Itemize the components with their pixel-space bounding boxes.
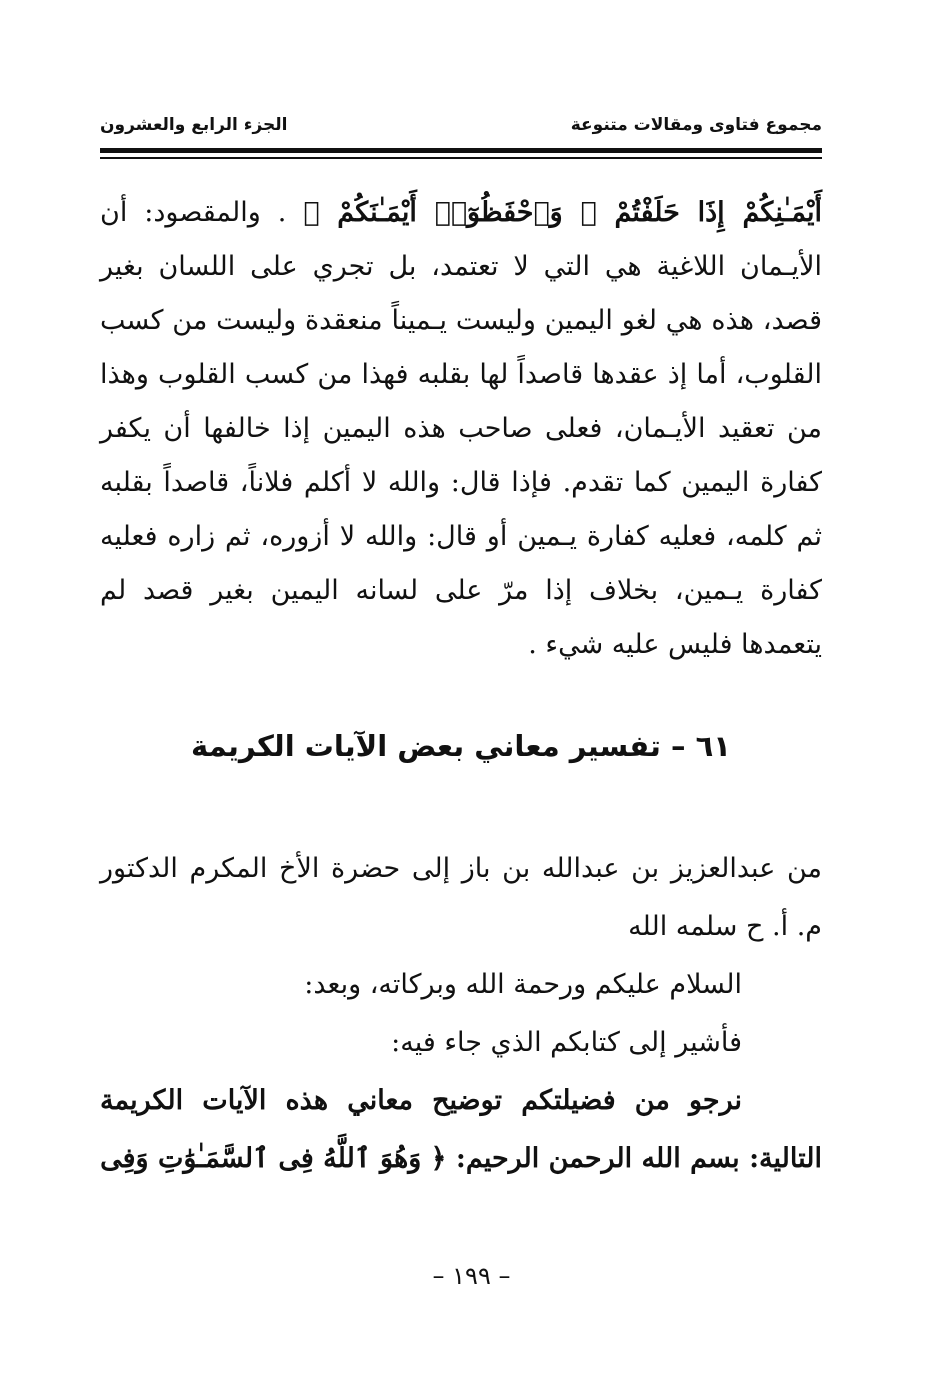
letter-block (100, 840, 822, 1188)
header-rule-thick (100, 148, 822, 153)
letter-greeting: السلام عليكم ورحمة الله وبركاته، وبعد: (304, 969, 742, 1000)
book-title: مجموع فتاوى ومقالات متنوعة (570, 115, 822, 135)
volume-label: الجزء الرابع والعشرون (100, 115, 288, 135)
running-header (100, 108, 822, 142)
letter-question: نرجو من فضيلتكم توضيح معاني هذه الآيات الكريمة التالية: بسم الله الرحمن الرحيم: ﴿ وَهُوَ ٱللَّهُ فِى ٱلسَّمَـٰوَٰتِ وَفِى (100, 1085, 822, 1174)
letter-reference: فأشير إلى كتابكم الذي جاء فيه: (391, 1027, 742, 1058)
page-number: – ١٩٩ – (432, 1262, 511, 1290)
letter-opening: من عبدالعزيز بن عبدالله بن باز إلى حضرة الأخ المكرم الدكتور م. أ. ح سلمه الله (100, 853, 822, 942)
paragraph-text: . والمقصود: أن الأيـمان اللاغية هي التي لا تعتمد، بل تجري على اللسان بغير قصد، هذه هي لغو اليمين وليست يـميناً منعقدة وليست من كسب القلوب، أما إذ عقدها قاصداً لها بقلبه فهذا من كسب القلوب وهذا من تعقيد الأيـمان، فعلى صاحب هذه اليمين إذا خالفها أن يكفر كفارة اليمين كما تقدم. فإذا قال: والله لا أكلم فلاناً، قاصداً بقلبه ثم كلمه، فعليه كفارة يـمين أو قال: والله لا أزوره، ثم زاره فعليه كفارة يـمين، بخلاف إذا مرّ على لسانه اليمين بغير قصد لم يتعمدها فليس عليه شيء . (100, 197, 822, 660)
header-rule-thin (100, 157, 822, 159)
body-paragraph (100, 186, 822, 672)
section-title: ٦١ – تفسير معاني بعض الآيات الكريمة (190, 729, 731, 763)
quran-fragment: أَيْمَـٰنِكُمْ إِذَا حَلَفْتُمْ ۚ وَٱحْفَظُوٓا۟ أَيْمَـٰنَكُمْ ﴾ (303, 197, 823, 228)
